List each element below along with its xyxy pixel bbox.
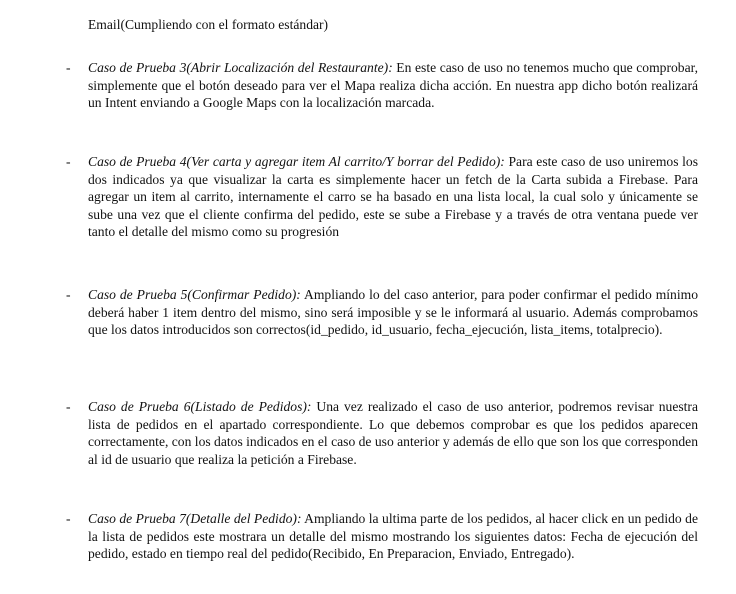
test-case-4 bbox=[66, 153, 699, 241]
test-case-7-title: Caso de Prueba 7(Detalle del Pedido): bbox=[88, 511, 302, 526]
test-case-7-text: Ampliando la ultima parte de los pedidos, al hacer click en un pedido de la lista de pedidos este mostrara un detalle del mismo mostrando los siguientes datos: Fecha de ejecución del pedido, estado en tiempo real del pedido(Recibido, En Preparacion, Enviado, Entregado). bbox=[88, 511, 698, 562]
test-case-3 bbox=[66, 59, 698, 112]
test-case-4-title: Caso de Prueba 4(Ver carta y agregar item Al carrito/Y borrar del Pedido): bbox=[88, 154, 505, 169]
bullet-dash: - bbox=[66, 511, 71, 526]
intro-line: Email(Cumpliendo con el formato estándar) bbox=[88, 17, 329, 32]
test-case-7 bbox=[66, 510, 698, 563]
test-case-5-text: Ampliando lo del caso anterior, para poder confirmar el pedido mínimo deberá haber 1 item dentro del mismo, sino será imposible y se le informará al usuario. Además comprobamos que los datos introducidos son correctos(id_pedido, id_usuario, fecha_ejecución, lista_items, totalprecio). bbox=[88, 287, 698, 338]
bullet-dash: - bbox=[66, 399, 71, 414]
test-case-6-title: Caso de Prueba 6(Listado de Pedidos): bbox=[88, 399, 312, 414]
test-case-6-text: Una vez realizado el caso de uso anterior, podremos revisar nuestra lista de pedidos en el apartado correspondiente. Lo que debemos comprobar es que los pedidos aparecen correctamente, con los datos indicados en el caso de uso anterior y además de ello que son los que corresponden al id de usuario que realiza la petición a Firebase. bbox=[88, 399, 699, 467]
test-case-3-text: En este caso de uso no tenemos mucho que comprobar, simplemente que el botón deseado para ver el Mapa realiza dicha acción. En nuestra app dicho botón realizará un Intent enviando a Google Maps con la localización marcada. bbox=[88, 60, 698, 111]
test-case-6 bbox=[66, 398, 699, 468]
test-case-5 bbox=[66, 286, 698, 339]
test-case-4-text: Para este caso de uso uniremos los dos indicados ya que visualizar la carta es simplemente hacer un fetch de la Carta subida a Firebase. Para agregar un item al carrito, internamente el carro se ha basado en una lista local, la cual solo y únicamente se sube una vez que el cliente confirma del pedido, este se sube a Firebase y a través de otra ventana puede ver tanto el detalle del mismo como su progresión bbox=[88, 154, 699, 240]
test-case-3-title: Caso de Prueba 3(Abrir Localización del Restaurante): bbox=[88, 60, 393, 75]
bullet-dash: - bbox=[66, 287, 71, 302]
bullet-dash: - bbox=[66, 60, 71, 75]
bullet-dash: - bbox=[66, 154, 71, 169]
test-case-5-title: Caso de Prueba 5(Confirmar Pedido): bbox=[88, 287, 301, 302]
